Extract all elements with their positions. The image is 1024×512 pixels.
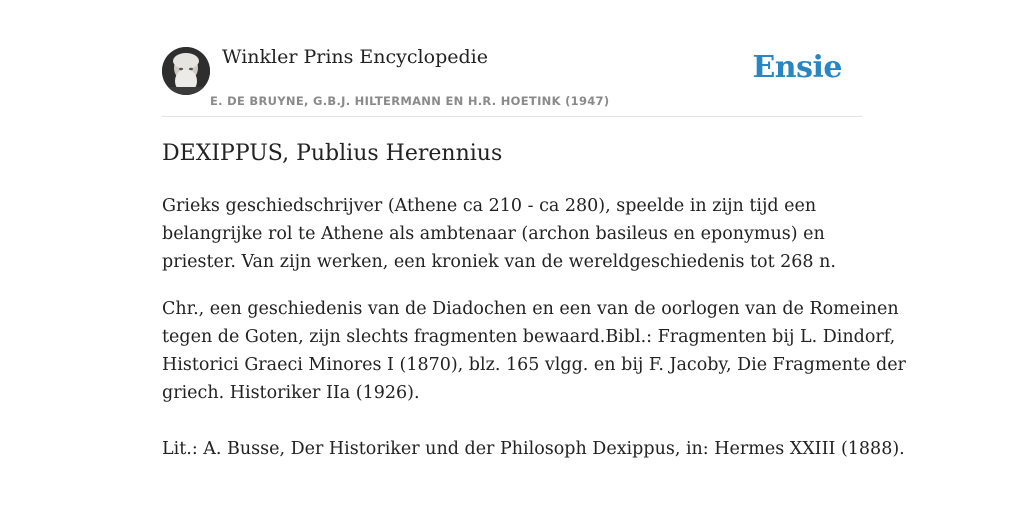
paragraph-line: priester. Van zijn werken, een kroniek van de wereldgeschiedenis tot 268 n. bbox=[162, 252, 836, 272]
article-title: DEXIPPUS, Publius Herennius bbox=[162, 141, 503, 166]
authors-line: E. DE BRUYNE, G.B.J. HILTERMANN EN H.R. HOETINK (1947) bbox=[210, 94, 610, 108]
paragraph-line: Lit.: A. Busse, Der Historiker und der Philosoph Dexippus, in: Hermes XXIII (1888). bbox=[162, 439, 905, 459]
brand-logo[interactable]: Ensie bbox=[752, 50, 842, 85]
paragraph-line: Historici Graeci Minores I (1870), blz. 165 vlgg. en bij F. Jacoby, Die Fragmente der bbox=[162, 355, 906, 375]
article-paragraph-3 bbox=[162, 435, 905, 463]
author-avatar[interactable] bbox=[162, 47, 210, 95]
paragraph-line: belangrijke rol te Athene als ambtenaar (archon basileus en eponymus) en bbox=[162, 224, 825, 244]
portrait-icon bbox=[162, 47, 210, 95]
article-paragraph-2 bbox=[162, 295, 906, 407]
header bbox=[162, 0, 862, 117]
paragraph-line: tegen de Goten, zijn slechts fragmenten bewaard.Bibl.: Fragmenten bij L. Dindorf, bbox=[162, 327, 896, 347]
paragraph-line: griech. Historiker IIa (1926). bbox=[162, 383, 420, 403]
paragraph-line: Grieks geschiedschrijver (Athene ca 210 - ca 280), speelde in zijn tijd een bbox=[162, 196, 817, 216]
article-paragraph-1 bbox=[162, 192, 872, 276]
page-container bbox=[162, 0, 906, 459]
paragraph-line: Chr., een geschiedenis van de Diadochen en een van de oorlogen van de Romeinen bbox=[162, 299, 899, 319]
site-title[interactable]: Winkler Prins Encyclopedie bbox=[222, 46, 488, 68]
